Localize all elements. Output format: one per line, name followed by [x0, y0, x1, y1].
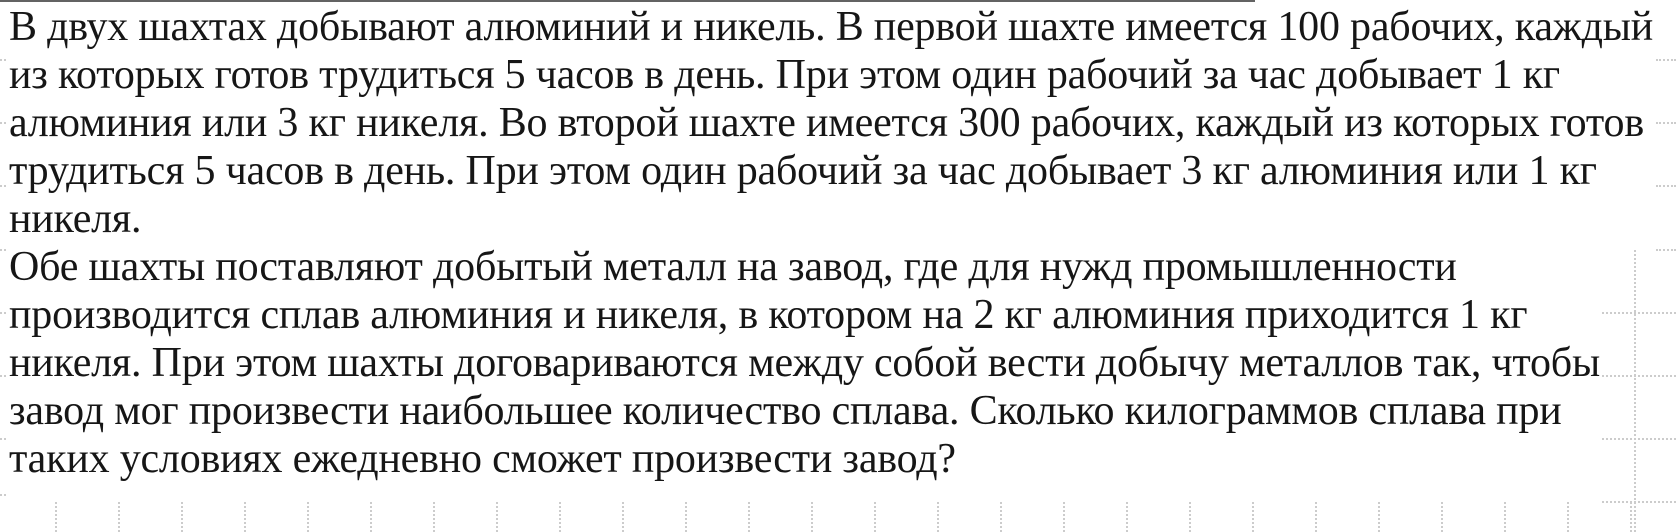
- problem-text-line: производится сплав алюминия и никеля, в котором на 2 кг алюминия приходится 1 кг: [9, 292, 1528, 338]
- grid-column-tick: [559, 502, 561, 532]
- problem-text-line: никеля. При этом шахты договариваются между собой вести добычу металлов так, чтобы: [9, 340, 1600, 386]
- grid-column-tick: [874, 502, 876, 532]
- grid-row-dash-left: [0, 312, 6, 314]
- problem-text-line: В двух шахтах добывают алюминий и никель. В первой шахте имеется 100 рабочих, каждый: [9, 4, 1654, 50]
- grid-row-dash-right: [1602, 501, 1676, 503]
- problem-text-line: завод мог произвести наибольшее количество сплава. Сколько килограммов сплава при: [9, 388, 1562, 434]
- grid-row-dash-left: [0, 249, 6, 251]
- grid-column-tick: [1063, 502, 1065, 532]
- problem-statement: [9, 3, 1676, 483]
- grid-column-tick: [181, 502, 183, 532]
- grid-column-tick: [1378, 502, 1380, 532]
- grid-column-tick: [1315, 502, 1317, 532]
- grid-column-tick: [1000, 502, 1002, 532]
- grid-column-tick: [370, 502, 372, 532]
- grid-column-tick: [244, 502, 246, 532]
- problem-text-line: Обе шахты поставляют добытый металл на завод, где для нужд промышленности: [9, 244, 1457, 290]
- grid-column-tick: [685, 502, 687, 532]
- grid-column-tick: [622, 502, 624, 532]
- problem-text-line: таких условиях ежедневно сможет произвести завод?: [9, 436, 956, 482]
- grid-row-dash-left: [0, 185, 6, 187]
- grid-column-tick: [1441, 502, 1443, 532]
- grid-row-dash-left: [0, 494, 6, 496]
- grid-row-dash-left: [0, 59, 6, 61]
- grid-column-tick: [496, 502, 498, 532]
- problem-text-line: алюминия или 3 кг никеля. Во второй шахте имеется 300 рабочих, каждый из которых готов: [9, 100, 1644, 146]
- grid-column-tick: [811, 502, 813, 532]
- top-partial-rule: [0, 0, 1255, 2]
- grid-column-tick: [55, 502, 57, 532]
- grid-column-tick: [1630, 502, 1632, 532]
- problem-text-line: никеля.: [9, 196, 142, 242]
- grid-column-tick: [937, 502, 939, 532]
- grid-column-tick: [118, 502, 120, 532]
- problem-text-line: трудиться 5 часов в день. При этом один рабочий за час добывает 3 кг алюминия или 1 кг: [9, 148, 1597, 194]
- grid-column-tick: [1567, 502, 1569, 532]
- grid-column-tick: [1126, 502, 1128, 532]
- grid-column-tick: [1189, 502, 1191, 532]
- grid-row-dash-left: [0, 438, 6, 440]
- grid-column-tick: [1504, 502, 1506, 532]
- problem-text-line: из которых готов трудиться 5 часов в день. При этом один рабочий за час добывает 1 кг: [9, 52, 1560, 98]
- grid-column-tick: [1252, 502, 1254, 532]
- grid-row-dash-left: [0, 122, 6, 124]
- grid-column-tick: [748, 502, 750, 532]
- grid-column-tick: [307, 502, 309, 532]
- grid-column-tick: [433, 502, 435, 532]
- grid-row-dash-left: [0, 375, 6, 377]
